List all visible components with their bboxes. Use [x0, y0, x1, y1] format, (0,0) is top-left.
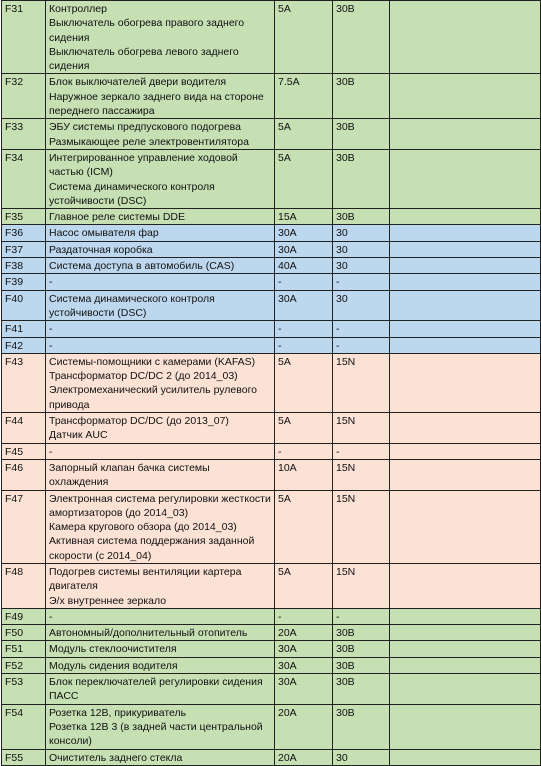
fuse-note-cell — [390, 119, 541, 150]
fuse-terminal-cell: - — [333, 337, 390, 353]
fuse-row — [2, 625, 541, 641]
fuse-note-cell — [390, 674, 541, 705]
fuse-amperage-cell: 5A — [275, 1, 333, 74]
fuse-description-line: Модуль стеклоочистителя — [49, 643, 177, 656]
fuse-description-line: Датчик AUC — [49, 429, 108, 442]
fuse-row — [2, 490, 541, 563]
fuse-description-line: Подогрев системы вентиляции картера двигателя — [49, 565, 242, 593]
fuse-description-line: - — [49, 323, 53, 336]
fuse-amperage-cell: 5A — [275, 563, 333, 608]
fuse-row — [2, 74, 541, 119]
fuse-note-cell — [390, 321, 541, 337]
fuse-terminal-cell: 30 — [333, 258, 390, 274]
fuse-row — [2, 258, 541, 274]
fuse-amperage-cell: 40A — [275, 258, 333, 274]
fuse-description-line: Активная система поддержания заданной скорости (с 2014_04) — [49, 535, 255, 562]
fuse-description-cell — [46, 149, 275, 208]
fuse-note-cell — [390, 353, 541, 412]
fuse-row — [2, 353, 541, 412]
fuse-description-cell — [46, 704, 275, 749]
fuse-note-cell — [390, 209, 541, 225]
fuse-table-body — [2, 1, 541, 766]
fuse-row — [2, 290, 541, 321]
fuse-amperage-cell: 30A — [275, 657, 333, 673]
fuse-description-cell — [46, 413, 275, 444]
fuse-row — [2, 209, 541, 225]
fuse-description-line: Выключатель обогрева правого заднего сидения — [49, 17, 245, 44]
fuse-terminal-cell: 30 — [333, 241, 390, 257]
fuse-description-cell — [46, 563, 275, 608]
fuse-id-cell: F34 — [2, 149, 46, 208]
fuse-id-cell: F38 — [2, 258, 46, 274]
fuse-description-line: Блок выключателей двери водителя — [49, 76, 227, 89]
fuse-description-cell — [46, 119, 275, 150]
fuse-id-cell: F37 — [2, 241, 46, 257]
fuse-description-line: Насос омывателя фар — [49, 227, 159, 240]
fuse-note-cell — [390, 74, 541, 119]
fuse-terminal-cell: 15N — [333, 563, 390, 608]
fuse-amperage-cell: 20A — [275, 704, 333, 749]
fuse-note-cell — [390, 625, 541, 641]
fuse-row — [2, 321, 541, 337]
fuse-id-cell: F46 — [2, 459, 46, 490]
fuse-terminal-cell: 30B — [333, 674, 390, 705]
fuse-amperage-cell: 10A — [275, 459, 333, 490]
fuse-amperage-cell: - — [275, 321, 333, 337]
fuse-description-line: Контроллер — [49, 3, 107, 15]
fuse-amperage-cell: 30A — [275, 290, 333, 321]
fuse-description-cell — [46, 290, 275, 321]
fuse-amperage-cell: - — [275, 274, 333, 290]
fuse-note-cell — [390, 241, 541, 257]
fuse-row — [2, 674, 541, 705]
fuse-row — [2, 749, 541, 765]
fuse-description-line: Э/х внутреннее зеркало — [49, 594, 167, 607]
fuse-id-cell: F42 — [2, 337, 46, 353]
fuse-id-cell: F39 — [2, 274, 46, 290]
fuse-terminal-cell: 15N — [333, 413, 390, 444]
fuse-row — [2, 563, 541, 608]
fuse-description-line: Интегрированное управление ходовой частью (ICM) — [49, 151, 238, 179]
fuse-row — [2, 225, 541, 241]
fuse-terminal-cell: - — [333, 274, 390, 290]
fuse-id-cell: F54 — [2, 704, 46, 749]
fuse-terminal-cell: 30 — [333, 225, 390, 241]
fuse-note-cell — [390, 459, 541, 490]
fuse-id-cell: F36 — [2, 225, 46, 241]
fuse-amperage-cell: 5A — [275, 119, 333, 150]
fuse-row — [2, 443, 541, 459]
fuse-terminal-cell: 15N — [333, 490, 390, 563]
fuse-row — [2, 641, 541, 657]
fuse-note-cell — [390, 1, 541, 74]
fuse-description-line: Раздаточная коробка — [49, 243, 153, 256]
fuse-terminal-cell: 15N — [333, 459, 390, 490]
fuse-terminal-cell: 30B — [333, 1, 390, 74]
fuse-description-cell — [46, 258, 275, 274]
fuse-description-line: Запорный клапан бачка системы охлаждения — [49, 461, 210, 489]
fuse-description-line: Системы-помощники с камерами (KAFAS) — [49, 355, 256, 368]
fuse-description-cell — [46, 1, 275, 74]
fuse-description-line: - — [49, 610, 53, 623]
fuse-note-cell — [390, 563, 541, 608]
fuse-note-cell — [390, 290, 541, 321]
fuse-amperage-cell: 30A — [275, 241, 333, 257]
fuse-row — [2, 608, 541, 624]
fuse-amperage-cell: 5A — [275, 353, 333, 412]
fuse-row — [2, 413, 541, 444]
fuse-id-cell: F48 — [2, 563, 46, 608]
fuse-row — [2, 337, 541, 353]
fuse-note-cell — [390, 704, 541, 749]
fuse-description-cell — [46, 657, 275, 673]
fuse-amperage-cell: 20A — [275, 625, 333, 641]
fuse-terminal-cell: 30B — [333, 149, 390, 208]
fuse-description-cell — [46, 443, 275, 459]
fuse-row — [2, 274, 541, 290]
fuse-description-cell — [46, 209, 275, 225]
fuse-note-cell — [390, 274, 541, 290]
fuse-id-cell: F49 — [2, 608, 46, 624]
fuse-note-cell — [390, 608, 541, 624]
fuse-description-line: Электромеханический усилитель рулевого привода — [49, 384, 258, 411]
fuse-amperage-cell: - — [275, 608, 333, 624]
fuse-id-cell: F43 — [2, 353, 46, 412]
fuse-description-line: - — [49, 445, 53, 458]
fuse-description-line: Трансформатор DC/DC (до 2013_07) — [49, 415, 229, 428]
fuse-amperage-cell: 20A — [275, 749, 333, 765]
fuse-description-line: Камера кругового обзора (до 2014_03) — [49, 521, 237, 534]
fuse-amperage-cell: 30A — [275, 674, 333, 705]
fuse-id-cell: F52 — [2, 657, 46, 673]
fuse-description-cell — [46, 321, 275, 337]
fuse-note-cell — [390, 443, 541, 459]
fuse-description-cell — [46, 641, 275, 657]
fuse-amperage-cell: 5A — [275, 413, 333, 444]
fuse-description-line: Очиститель заднего стекла — [49, 751, 183, 764]
fuse-terminal-cell: 30B — [333, 641, 390, 657]
fuse-description-line: Блок переключателей регулировки сидения ПАСС — [49, 676, 263, 703]
fuse-description-line: Наружное зеркало заднего вида на стороне переднего пассажира — [49, 90, 264, 118]
fuse-description-cell — [46, 674, 275, 705]
fuse-id-cell: F45 — [2, 443, 46, 459]
fuse-terminal-cell: 30B — [333, 657, 390, 673]
fuse-description-line: Размыкающее реле электровентилятора — [49, 135, 249, 148]
fuse-row — [2, 149, 541, 208]
fuse-amperage-cell: - — [275, 337, 333, 353]
fuse-terminal-cell: 30B — [333, 209, 390, 225]
fuse-description-line: Трансформатор DC/DC 2 (до 2014_03) — [49, 370, 238, 383]
fuse-terminal-cell: 30B — [333, 704, 390, 749]
fuse-amperage-cell: 5A — [275, 490, 333, 563]
fuse-description-line: Система доступа в автомобиль (CAS) — [49, 260, 235, 273]
fuse-description-cell — [46, 459, 275, 490]
fuse-note-cell — [390, 641, 541, 657]
fuse-terminal-cell: 30 — [333, 749, 390, 765]
fuse-description-cell — [46, 274, 275, 290]
fuse-description-line: Модуль сидения водителя — [49, 659, 178, 672]
fuse-description-cell — [46, 241, 275, 257]
fuse-description-line: Система динамического контроля устойчивости (DSC) — [49, 180, 215, 207]
fuse-description-line: Главное реле системы DDE — [49, 211, 185, 224]
fuse-row — [2, 1, 541, 74]
fuse-row — [2, 657, 541, 673]
fuse-description-cell — [46, 353, 275, 412]
fuse-description-line: - — [49, 339, 53, 352]
fuse-terminal-cell: 30 — [333, 290, 390, 321]
fuse-description-cell — [46, 490, 275, 563]
fuse-description-cell — [46, 337, 275, 353]
fuse-terminal-cell: 30B — [333, 625, 390, 641]
fuse-id-cell: F50 — [2, 625, 46, 641]
fuse-amperage-cell: 15A — [275, 209, 333, 225]
fuse-id-cell: F33 — [2, 119, 46, 150]
fuse-note-cell — [390, 413, 541, 444]
fuse-row — [2, 459, 541, 490]
fuse-terminal-cell: - — [333, 443, 390, 459]
fuse-description-line: Электронная система регулировки жесткости амортизаторов (до 2014_03) — [49, 492, 271, 519]
fuse-id-cell: F47 — [2, 490, 46, 563]
fuse-amperage-cell: 5A — [275, 149, 333, 208]
fuse-id-cell: F51 — [2, 641, 46, 657]
fuse-note-cell — [390, 749, 541, 765]
fuse-description-line: - — [49, 276, 53, 289]
fuse-description-cell — [46, 225, 275, 241]
fuse-id-cell: F31 — [2, 1, 46, 74]
fuse-description-line: ЭБУ системы предпускового подогрева — [49, 121, 241, 134]
fuse-id-cell: F53 — [2, 674, 46, 705]
fuse-table — [1, 0, 541, 766]
fuse-description-cell — [46, 608, 275, 624]
fuse-id-cell: F40 — [2, 290, 46, 321]
fuse-amperage-cell: 30A — [275, 641, 333, 657]
fuse-amperage-cell: - — [275, 443, 333, 459]
fuse-note-cell — [390, 337, 541, 353]
fuse-note-cell — [390, 149, 541, 208]
fuse-terminal-cell: 30B — [333, 119, 390, 150]
fuse-terminal-cell: - — [333, 608, 390, 624]
fuse-terminal-cell: - — [333, 321, 390, 337]
fuse-row — [2, 119, 541, 150]
fuse-description-line: Розетка 12В 3 (в задней части центральной консоли) — [49, 720, 263, 748]
fuse-id-cell: F44 — [2, 413, 46, 444]
fuse-row — [2, 704, 541, 749]
fuse-id-cell: F41 — [2, 321, 46, 337]
fuse-description-line: Выключатель обогрева левого заднего сидения — [49, 45, 239, 73]
fuse-terminal-cell: 15N — [333, 353, 390, 412]
fuse-id-cell: F32 — [2, 74, 46, 119]
fuse-description-line: Розетка 12В, прикуриватель — [49, 706, 187, 719]
fuse-row — [2, 241, 541, 257]
fuse-amperage-cell: 30A — [275, 225, 333, 241]
fuse-note-cell — [390, 657, 541, 673]
fuse-description-cell — [46, 74, 275, 119]
fuse-description-cell — [46, 625, 275, 641]
fuse-id-cell: F35 — [2, 209, 46, 225]
fuse-id-cell: F55 — [2, 749, 46, 765]
fuse-description-line: Автономный/дополнительный отопитель — [49, 627, 248, 640]
fuse-note-cell — [390, 225, 541, 241]
fuse-amperage-cell: 7.5A — [275, 74, 333, 119]
fuse-note-cell — [390, 490, 541, 563]
fuse-description-cell — [46, 749, 275, 765]
fuse-note-cell — [390, 258, 541, 274]
fuse-description-line: Система динамического контроля устойчивости (DSC) — [49, 292, 215, 319]
fuse-terminal-cell: 30B — [333, 74, 390, 119]
